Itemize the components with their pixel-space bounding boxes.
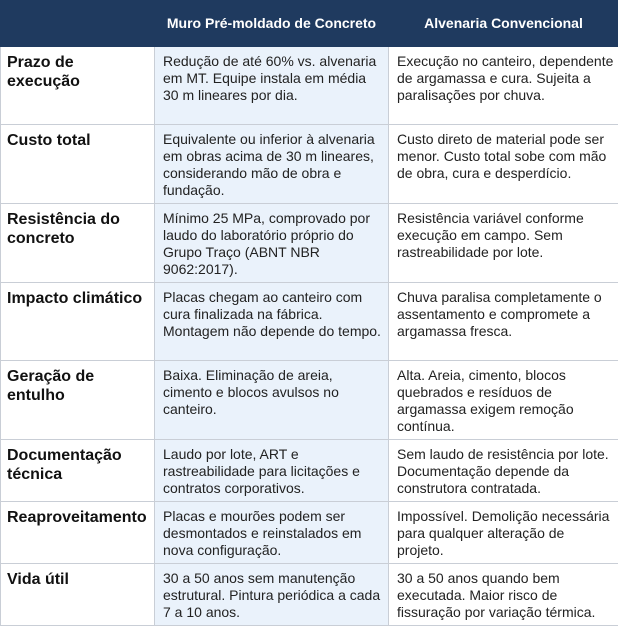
table-row (1, 361, 618, 440)
table-row (1, 564, 618, 626)
table-row (1, 502, 618, 564)
cell-masonry: Execução no canteiro, dependente de argamassa e cura. Sujeita a paralisações por chuva. (389, 47, 618, 125)
table-row (1, 125, 618, 204)
header-corner (1, 1, 155, 47)
header-row (1, 1, 618, 47)
cell-masonry: 30 a 50 anos quando bem executada. Maior risco de fissuração por variação térmica. (389, 564, 618, 626)
row-label: Prazo de execução (1, 47, 155, 125)
cell-precast: Placas e mourões podem ser desmontados e reinstalados em nova configuração. (155, 502, 389, 564)
header-masonry: Alvenaria Convencional (389, 1, 618, 47)
table-row (1, 204, 618, 283)
table-body (1, 47, 618, 626)
header-precast: Muro Pré-moldado de Concreto (155, 1, 389, 47)
table-row (1, 47, 618, 125)
cell-masonry: Alta. Areia, cimento, blocos quebrados e resíduos de argamassa exigem remoção contínua. (389, 361, 618, 440)
cell-precast: Mínimo 25 MPa, comprovado por laudo do laboratório próprio do Grupo Traço (ABNT NBR 9062:2017). (155, 204, 389, 283)
row-label: Geração de entulho (1, 361, 155, 440)
row-label: Vida útil (1, 564, 155, 626)
cell-precast: Baixa. Eliminação de areia, cimento e blocos avulsos no canteiro. (155, 361, 389, 440)
cell-masonry: Chuva paralisa completamente o assentamento e compromete a argamassa fresca. (389, 283, 618, 361)
table-row (1, 440, 618, 502)
table-row (1, 283, 618, 361)
table-header (1, 1, 618, 47)
cell-precast: Placas chegam ao canteiro com cura finalizada na fábrica. Montagem não depende do tempo. (155, 283, 389, 361)
row-label: Documentação técnica (1, 440, 155, 502)
row-label: Impacto climático (1, 283, 155, 361)
row-label: Resistência do concreto (1, 204, 155, 283)
cell-precast: Laudo por lote, ART e rastreabilidade para licitações e contratos corporativos. (155, 440, 389, 502)
cell-precast: Redução de até 60% vs. alvenaria em MT. Equipe instala em média 30 m lineares por dia. (155, 47, 389, 125)
cell-masonry: Impossível. Demolição necessária para qualquer alteração de projeto. (389, 502, 618, 564)
cell-masonry: Custo direto de material pode ser menor. Custo total sobe com mão de obra, cura e desperdício. (389, 125, 618, 204)
cell-masonry: Resistência variável conforme execução em campo. Sem rastreabilidade por lote. (389, 204, 618, 283)
cell-masonry: Sem laudo de resistência por lote. Documentação depende da construtora contratada. (389, 440, 618, 502)
cell-precast: 30 a 50 anos sem manutenção estrutural. Pintura periódica a cada 7 a 10 anos. (155, 564, 389, 626)
row-label: Custo total (1, 125, 155, 204)
row-label: Reaproveitamento (1, 502, 155, 564)
cell-precast: Equivalente ou inferior à alvenaria em obras acima de 30 m lineares, considerando mão de obra e fundação. (155, 125, 389, 204)
